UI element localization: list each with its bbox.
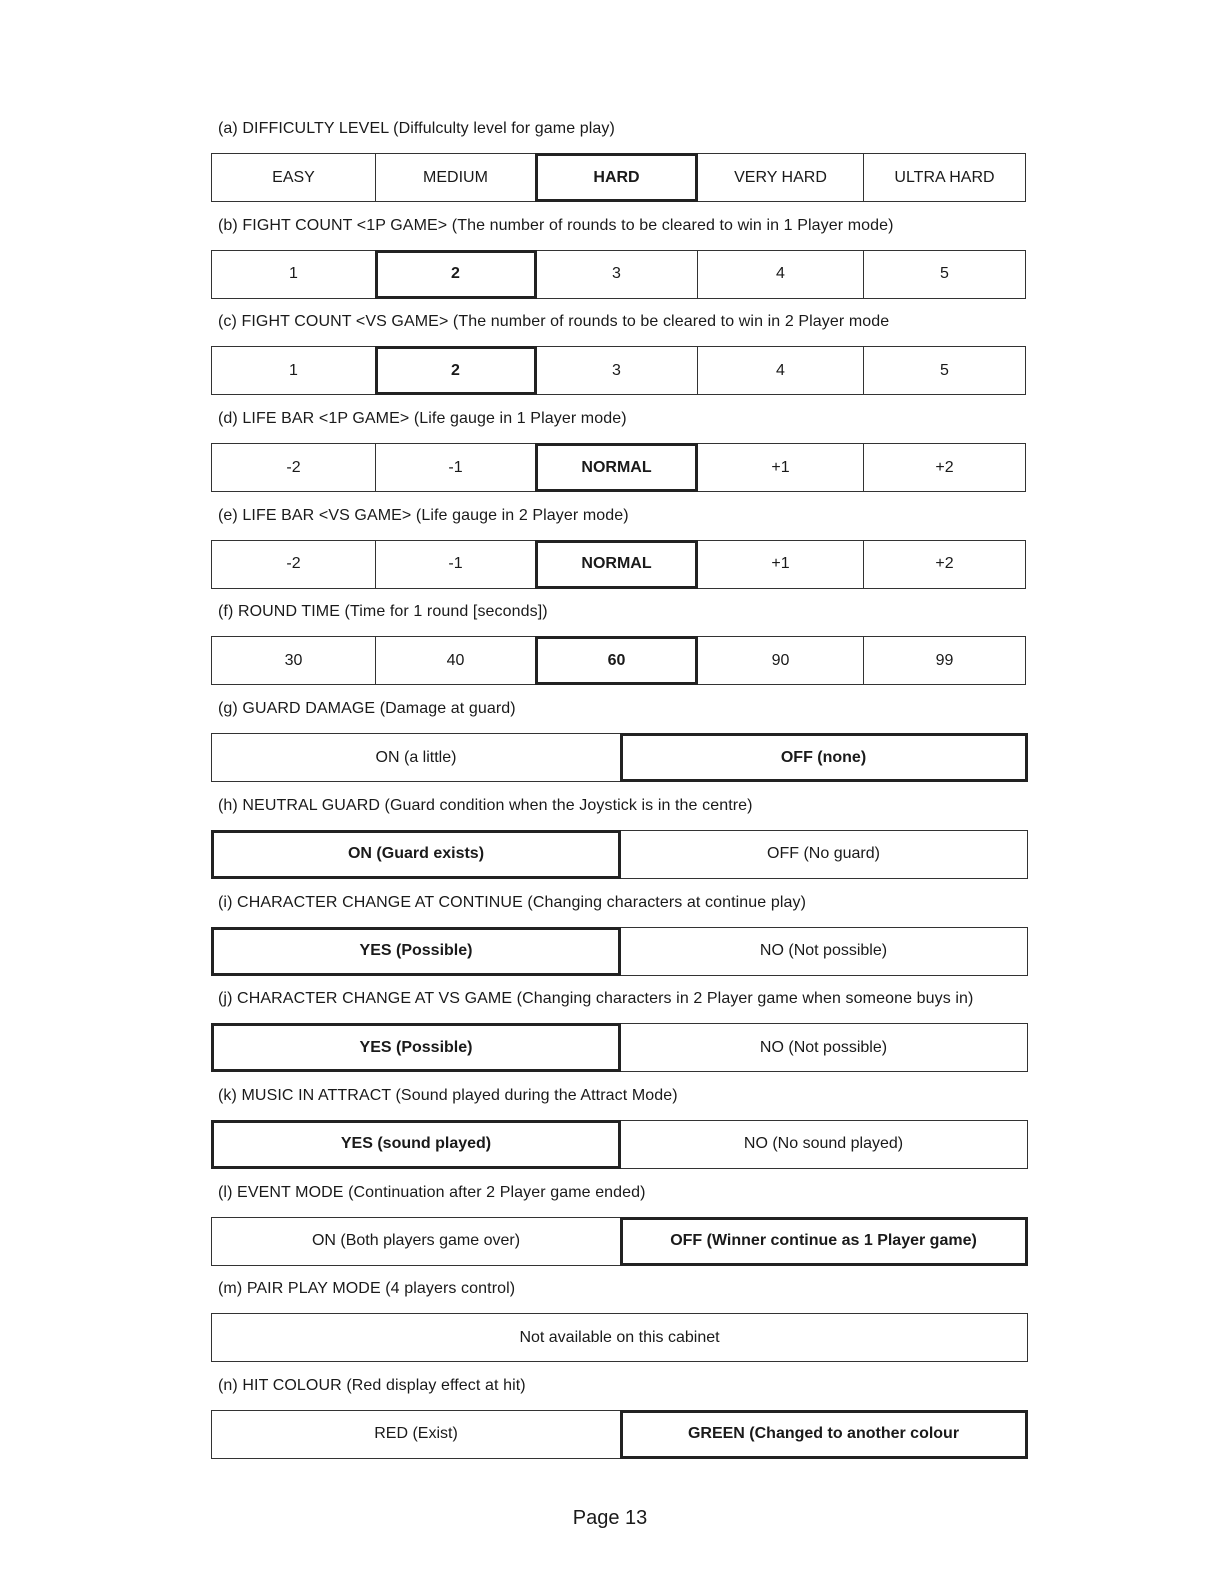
option-cell: 3 bbox=[535, 250, 698, 299]
option-cell: +2 bbox=[863, 540, 1026, 589]
option-group bbox=[211, 443, 1028, 492]
option-cell-selected: NORMAL bbox=[535, 443, 698, 492]
setting-label: (d) LIFE BAR <1P GAME> (Life gauge in 1 Player mode) bbox=[218, 410, 627, 428]
setting-row bbox=[211, 311, 1028, 408]
option-group bbox=[211, 830, 1028, 879]
option-cell: 3 bbox=[535, 346, 698, 395]
option-cell: NO (Not possible) bbox=[620, 1023, 1028, 1072]
setting-row bbox=[211, 505, 1028, 602]
setting-row bbox=[211, 1085, 1028, 1182]
settings-list bbox=[211, 118, 1028, 1472]
option-cell: 5 bbox=[863, 346, 1026, 395]
option-group bbox=[211, 733, 1028, 782]
option-cell: ON (a little) bbox=[211, 733, 621, 782]
option-group bbox=[211, 636, 1028, 685]
option-cell: Not available on this cabinet bbox=[211, 1313, 1028, 1362]
setting-label: (a) DIFFICULTY LEVEL (Diffulculty level for game play) bbox=[218, 120, 615, 137]
option-cell: 1 bbox=[211, 346, 376, 395]
option-cell: +1 bbox=[697, 540, 865, 589]
option-cell-selected: YES (Possible) bbox=[211, 927, 621, 976]
setting-row bbox=[211, 215, 1028, 312]
option-cell-selected: OFF (Winner continue as 1 Player game) bbox=[620, 1217, 1028, 1266]
option-cell: ULTRA HARD bbox=[863, 153, 1026, 202]
setting-row bbox=[211, 1375, 1028, 1472]
option-cell: 1 bbox=[211, 250, 376, 299]
setting-label: (c) FIGHT COUNT <VS GAME> (The number of rounds to be cleared to win in 2 Player mode bbox=[218, 313, 890, 331]
setting-label: (l) EVENT MODE (Continuation after 2 Player game ended) bbox=[218, 1183, 646, 1201]
setting-label: (k) MUSIC IN ATTRACT (Sound played during the Attract Mode) bbox=[218, 1086, 678, 1104]
option-cell: 4 bbox=[697, 250, 865, 299]
option-cell: +2 bbox=[863, 443, 1026, 492]
option-group bbox=[211, 927, 1028, 976]
setting-row bbox=[211, 795, 1028, 892]
option-cell-selected: YES (Possible) bbox=[211, 1023, 621, 1072]
option-cell-selected: 2 bbox=[375, 250, 537, 299]
option-cell: -1 bbox=[375, 443, 537, 492]
option-cell: VERY HARD bbox=[697, 153, 865, 202]
option-cell: OFF (No guard) bbox=[620, 830, 1028, 879]
option-cell-selected: 2 bbox=[375, 346, 537, 395]
setting-row bbox=[211, 601, 1028, 698]
option-cell: -1 bbox=[375, 540, 537, 589]
option-cell: 30 bbox=[211, 636, 376, 685]
setting-row bbox=[211, 698, 1028, 795]
option-group bbox=[211, 1120, 1028, 1169]
setting-label: (e) LIFE BAR <VS GAME> (Life gauge in 2 Player mode) bbox=[218, 506, 629, 524]
option-group bbox=[211, 153, 1028, 202]
setting-row bbox=[211, 988, 1028, 1085]
setting-label: (i) CHARACTER CHANGE AT CONTINUE (Changing characters at continue play) bbox=[218, 893, 807, 911]
setting-row bbox=[211, 118, 1028, 215]
option-cell: -2 bbox=[211, 443, 376, 492]
option-cell-selected: ON (Guard exists) bbox=[211, 830, 621, 879]
option-cell: RED (Exist) bbox=[211, 1410, 621, 1459]
option-cell-selected: HARD bbox=[535, 153, 698, 202]
option-group bbox=[211, 1023, 1028, 1072]
option-cell: NO (No sound played) bbox=[620, 1120, 1028, 1169]
option-cell: NO (Not possible) bbox=[620, 927, 1028, 976]
option-cell: MEDIUM bbox=[375, 153, 537, 202]
setting-label: (b) FIGHT COUNT <1P GAME> (The number of rounds to be cleared to win in 1 Player mode) bbox=[218, 216, 894, 234]
option-cell: 99 bbox=[863, 636, 1026, 685]
option-cell-selected: GREEN (Changed to another colour bbox=[620, 1410, 1028, 1459]
option-group bbox=[211, 250, 1028, 299]
setting-label: (n) HIT COLOUR (Red display effect at hit) bbox=[218, 1376, 526, 1394]
setting-label: (g) GUARD DAMAGE (Damage at guard) bbox=[218, 700, 516, 718]
option-group bbox=[211, 1410, 1028, 1459]
setting-row bbox=[211, 1278, 1028, 1375]
option-cell: ON (Both players game over) bbox=[211, 1217, 621, 1266]
option-cell: 90 bbox=[697, 636, 865, 685]
option-cell: -2 bbox=[211, 540, 376, 589]
setting-row bbox=[211, 1182, 1028, 1279]
option-cell-selected: OFF (none) bbox=[620, 733, 1028, 782]
option-cell-selected: NORMAL bbox=[535, 540, 698, 589]
option-cell: 5 bbox=[863, 250, 1026, 299]
setting-row bbox=[211, 408, 1028, 505]
setting-label: (j) CHARACTER CHANGE AT VS GAME (Changing characters in 2 Player game when someone buys in) bbox=[218, 990, 974, 1008]
option-group bbox=[211, 540, 1028, 589]
setting-label: (f) ROUND TIME (Time for 1 round [seconds]) bbox=[218, 603, 548, 621]
option-cell: 40 bbox=[375, 636, 537, 685]
option-group bbox=[211, 1217, 1028, 1266]
setting-label: (h) NEUTRAL GUARD (Guard condition when the Joystick is in the centre) bbox=[218, 796, 753, 814]
option-group bbox=[211, 346, 1028, 395]
page-number: Page 13 bbox=[572, 1507, 648, 1529]
option-group bbox=[211, 1313, 1028, 1362]
option-cell-selected: 60 bbox=[535, 636, 698, 685]
option-cell: EASY bbox=[211, 153, 376, 202]
option-cell: 4 bbox=[697, 346, 865, 395]
option-cell-selected: YES (sound played) bbox=[211, 1120, 621, 1169]
setting-row bbox=[211, 892, 1028, 989]
option-cell: +1 bbox=[697, 443, 865, 492]
setting-label: (m) PAIR PLAY MODE (4 players control) bbox=[218, 1280, 516, 1298]
